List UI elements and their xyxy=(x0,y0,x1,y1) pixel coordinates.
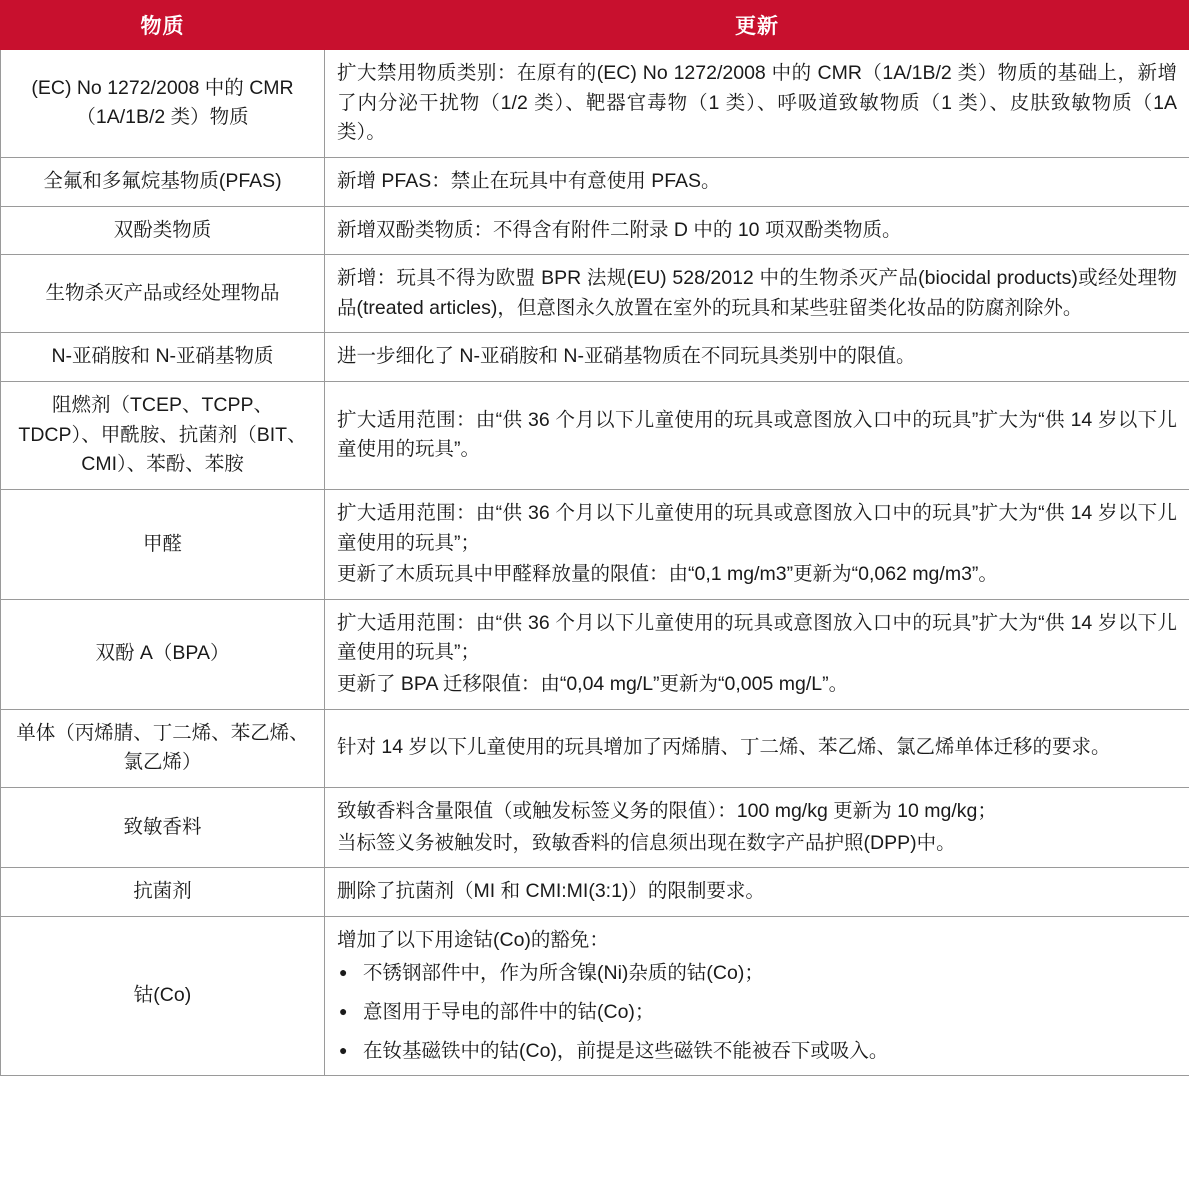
update-paragraph: 扩大禁用物质类别：在原有的(EC) No 1272/2008 中的 CMR（1A/1B/2 类）物质的基础上，新增了内分泌干扰物（1/2 类）、靶器官毒物（1 类）、呼吸道致敏物质（1 类）、皮肤致敏物质（1A 类）。 xyxy=(337,62,1177,144)
update-paragraph: 新增双酚类物质：不得含有附件二附录 D 中的 10 项双酚类物质。 xyxy=(337,218,902,241)
update-paragraph: 扩大适用范围：由“供 36 个月以下儿童使用的玩具或意图放入口中的玩具”扩大为“供 14 岁以下儿童使用的玩具”。 xyxy=(337,408,1177,461)
column-header-substance: 物质 xyxy=(1,1,325,50)
list-item: ● 在钕基磁铁中的钴(Co)，前提是这些磁铁不能被吞下或吸入。 xyxy=(363,1037,1177,1067)
column-header-update: 更新 xyxy=(325,1,1189,50)
table-header xyxy=(1,1,1189,50)
cell-substance: (EC) No 1272/2008 中的 CMR（1A/1B/2 类）物质 xyxy=(1,50,325,158)
update-paragraph: 当标签义务被触发时，致敏香料的信息须出现在数字产品护照(DPP)中。 xyxy=(337,831,956,854)
cell-update xyxy=(325,709,1189,787)
cell-update xyxy=(325,333,1189,382)
update-paragraph: 针对 14 岁以下儿童使用的玩具增加了丙烯腈、丁二烯、苯乙烯、氯乙烯单体迁移的要求。 xyxy=(337,736,1111,759)
table-row xyxy=(1,206,1189,255)
table-body xyxy=(1,50,1189,1076)
table-row xyxy=(1,489,1189,599)
update-paragraph: 新增：玩具不得为欧盟 BPR 法规(EU) 528/2012 中的生物杀灭产品(biocidal products)或经处理物品(treated articles)，但意图永久放置在室外的玩具和某些驻留类化妆品的防腐剂除外。 xyxy=(337,267,1177,319)
update-paragraph: 进一步细化了 N-亚硝胺和 N-亚硝基物质在不同玩具类别中的限值。 xyxy=(337,345,916,368)
table-row xyxy=(1,255,1189,333)
table-row xyxy=(1,382,1189,490)
cell-update xyxy=(325,206,1189,255)
cell-update xyxy=(325,50,1189,158)
table-row xyxy=(1,50,1189,158)
table-row xyxy=(1,868,1189,917)
cell-substance: N-亚硝胺和 N-亚硝基物质 xyxy=(1,333,325,382)
table-row xyxy=(1,599,1189,709)
update-paragraph: 扩大适用范围：由“供 36 个月以下儿童使用的玩具或意图放入口中的玩具”扩大为“供 14 岁以下儿童使用的玩具”； xyxy=(337,501,1177,554)
cell-update xyxy=(325,916,1189,1076)
exemption-list xyxy=(337,959,1177,1066)
update-paragraph: 更新了木质玩具中甲醛释放量的限值：由“0,1 mg/m3”更新为“0,062 mg/m3”。 xyxy=(337,563,998,586)
cell-substance: 抗菌剂 xyxy=(1,868,325,917)
table-row xyxy=(1,333,1189,382)
cell-update xyxy=(325,255,1189,333)
table-row xyxy=(1,787,1189,867)
cell-update xyxy=(325,489,1189,599)
list-item: ● 意图用于导电的部件中的钴(Co)； xyxy=(363,998,1177,1028)
table-row xyxy=(1,157,1189,206)
cell-update xyxy=(325,599,1189,709)
cell-substance: 全氟和多氟烷基物质(PFAS) xyxy=(1,157,325,206)
cell-substance: 致敏香料 xyxy=(1,787,325,867)
cell-substance: 双酚类物质 xyxy=(1,206,325,255)
cell-update xyxy=(325,157,1189,206)
table-header-row xyxy=(1,1,1189,50)
cell-substance: 单体（丙烯腈、丁二烯、苯乙烯、氯乙烯） xyxy=(1,709,325,787)
update-paragraph: 新增 PFAS：禁止在玩具中有意使用 PFAS。 xyxy=(337,169,721,192)
update-paragraph: 扩大适用范围：由“供 36 个月以下儿童使用的玩具或意图放入口中的玩具”扩大为“供 14 岁以下儿童使用的玩具”； xyxy=(337,611,1177,664)
cell-substance: 阻燃剂（TCEP、TCPP、TDCP）、甲酰胺、抗菌剂（BIT、CMI）、苯酚、苯胺 xyxy=(1,382,325,490)
update-paragraph: 更新了 BPA 迁移限值：由“0,04 mg/L”更新为“0,005 mg/L”。 xyxy=(337,673,849,695)
table-row xyxy=(1,709,1189,787)
list-item: ● 不锈钢部件中，作为所含镍(Ni)杂质的钴(Co)； xyxy=(363,959,1177,989)
update-paragraph: 增加了以下用途钴(Co)的豁免： xyxy=(337,928,609,951)
cell-substance: 钴(Co) xyxy=(1,916,325,1076)
cell-update xyxy=(325,868,1189,917)
update-paragraph: 删除了抗菌剂（MI 和 CMI:MI(3:1)）的限制要求。 xyxy=(337,880,765,903)
cell-substance: 双酚 A（BPA） xyxy=(1,599,325,709)
cell-substance: 甲醛 xyxy=(1,489,325,599)
cell-substance: 生物杀灭产品或经处理物品 xyxy=(1,255,325,333)
cell-update xyxy=(325,787,1189,867)
table-row xyxy=(1,916,1189,1076)
cell-update xyxy=(325,382,1189,490)
update-paragraph: 致敏香料含量限值（或触发标签义务的限值）：100 mg/kg 更新为 10 mg/kg； xyxy=(337,799,997,822)
